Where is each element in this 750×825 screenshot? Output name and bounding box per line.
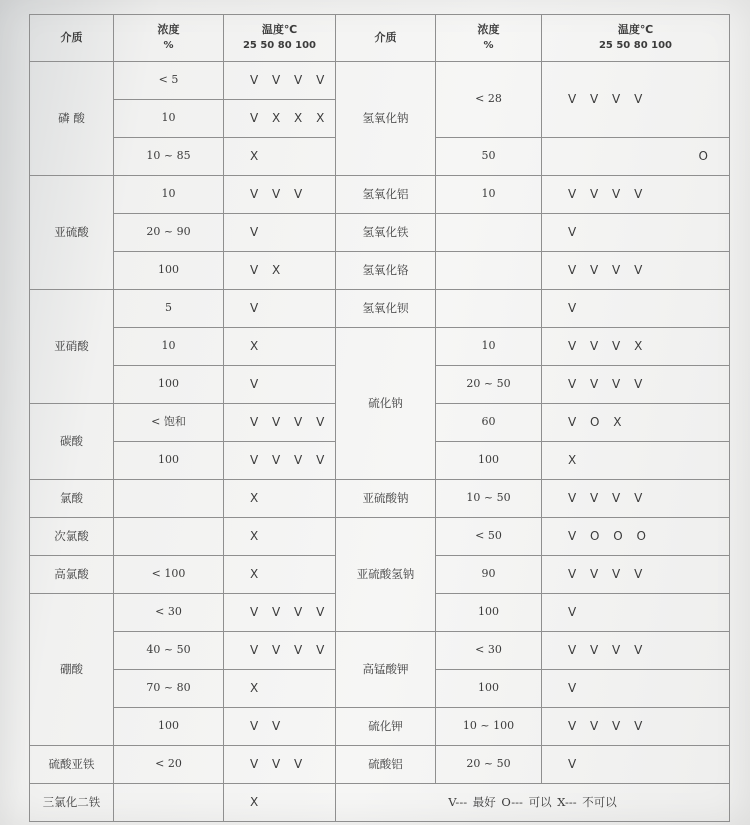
medium-cell: 高氯酸 xyxy=(30,556,114,594)
rating-cell: V xyxy=(224,214,336,252)
rating-cell: V V xyxy=(224,708,336,746)
rating-cell: V V V V xyxy=(542,366,730,404)
concentration-cell: < 30 xyxy=(114,594,224,632)
rating-cell: X xyxy=(224,480,336,518)
medium-cell: 磷 酸 xyxy=(30,62,114,176)
medium-cell: 硫酸铝 xyxy=(336,746,436,784)
header-medium: 介质 xyxy=(336,15,436,62)
concentration-cell: < 28 xyxy=(436,62,542,138)
header-temperature: 温度℃ 25 50 80 100 xyxy=(224,15,336,62)
rating-cell: X xyxy=(224,138,336,176)
concentration-cell xyxy=(436,290,542,328)
rating-cell: V V V V xyxy=(224,632,336,670)
rating-cell: V V V V xyxy=(224,594,336,632)
rating-cell: V V V V xyxy=(542,252,730,290)
concentration-cell: 10 xyxy=(436,176,542,214)
legend-cell: V--- 最好 O--- 可以 X--- 不可以 xyxy=(336,784,730,822)
concentration-cell: < 50 xyxy=(436,518,542,556)
header-concentration: 浓度 % xyxy=(114,15,224,62)
table-row xyxy=(30,480,730,518)
concentration-cell: < 30 xyxy=(436,632,542,670)
medium-cell: 亚硫酸 xyxy=(30,176,114,290)
concentration-cell xyxy=(114,518,224,556)
concentration-cell: 70 ~ 80 xyxy=(114,670,224,708)
medium-cell: 高锰酸钾 xyxy=(336,632,436,708)
concentration-cell: 20 ~ 90 xyxy=(114,214,224,252)
rating-cell: V xyxy=(224,366,336,404)
medium-cell: 氢氧化钠 xyxy=(336,62,436,176)
header-temperature: 温度℃ 25 50 80 100 xyxy=(542,15,730,62)
table-row xyxy=(30,252,730,290)
rating-cell: V xyxy=(542,746,730,784)
concentration-cell: 100 xyxy=(114,708,224,746)
rating-cell: V V V V xyxy=(542,176,730,214)
concentration-cell: 10 xyxy=(114,328,224,366)
rating-cell: V xyxy=(542,670,730,708)
table-row xyxy=(30,328,730,366)
header-row xyxy=(30,15,730,62)
table-row xyxy=(30,746,730,784)
header-concentration: 浓度 % xyxy=(436,15,542,62)
medium-cell: 氢氧化铝 xyxy=(336,176,436,214)
rating-cell: X xyxy=(542,442,730,480)
rating-cell: V V V V xyxy=(224,404,336,442)
rating-cell: X xyxy=(224,518,336,556)
rating-cell: V xyxy=(542,214,730,252)
table-row xyxy=(30,784,730,822)
rating-cell: X xyxy=(224,556,336,594)
concentration-cell: 5 xyxy=(114,290,224,328)
medium-cell: 亚硫酸钠 xyxy=(336,480,436,518)
table-row xyxy=(30,708,730,746)
rating-cell: V V V V xyxy=(542,480,730,518)
rating-cell: V O O O xyxy=(542,518,730,556)
rating-cell: V V V V xyxy=(542,708,730,746)
concentration-cell: 90 xyxy=(436,556,542,594)
concentration-cell: 100 xyxy=(114,366,224,404)
medium-cell: 硫化钾 xyxy=(336,708,436,746)
concentration-cell: 100 xyxy=(436,670,542,708)
rating-cell: V V V xyxy=(224,746,336,784)
rating-cell: X xyxy=(224,784,336,822)
medium-cell: 次氯酸 xyxy=(30,518,114,556)
concentration-cell: < 5 xyxy=(114,62,224,100)
table-row xyxy=(30,176,730,214)
medium-cell: 氢氧化铬 xyxy=(336,252,436,290)
medium-cell: 硫化钠 xyxy=(336,328,436,480)
medium-cell: 亚硫酸氢钠 xyxy=(336,518,436,632)
rating-cell: V xyxy=(542,594,730,632)
concentration-cell: 100 xyxy=(436,442,542,480)
rating-cell: V O X xyxy=(542,404,730,442)
rating-cell: V V V V xyxy=(542,632,730,670)
table-row xyxy=(30,632,730,670)
concentration-cell: 10 ~ 50 xyxy=(436,480,542,518)
rating-cell: V xyxy=(542,290,730,328)
rating-cell: V X X X xyxy=(224,100,336,138)
concentration-cell: < 20 xyxy=(114,746,224,784)
concentration-cell: 100 xyxy=(114,252,224,290)
concentration-cell: 20 ~ 50 xyxy=(436,366,542,404)
rating-cell: V X xyxy=(224,252,336,290)
rating-cell: X xyxy=(224,328,336,366)
concentration-cell: < 饱和 xyxy=(114,404,224,442)
table-row xyxy=(30,518,730,556)
concentration-cell xyxy=(436,252,542,290)
medium-cell: 氢氧化钡 xyxy=(336,290,436,328)
rating-cell: O xyxy=(542,138,730,176)
table-row xyxy=(30,290,730,328)
medium-cell: 氢氧化铁 xyxy=(336,214,436,252)
rating-cell: V V V X xyxy=(542,328,730,366)
rating-cell: V V V V xyxy=(542,62,730,138)
concentration-cell: 10 xyxy=(114,176,224,214)
concentration-cell: 100 xyxy=(114,442,224,480)
concentration-cell: 10 ~ 85 xyxy=(114,138,224,176)
rating-cell: V xyxy=(224,290,336,328)
medium-cell: 氯酸 xyxy=(30,480,114,518)
rating-cell: V V V V xyxy=(224,442,336,480)
concentration-cell: 100 xyxy=(436,594,542,632)
concentration-cell: 10 xyxy=(114,100,224,138)
medium-cell: 碳酸 xyxy=(30,404,114,480)
concentration-cell xyxy=(436,214,542,252)
table-row xyxy=(30,62,730,100)
rating-cell: V V V V xyxy=(224,62,336,100)
medium-cell: 亚硝酸 xyxy=(30,290,114,404)
concentration-cell: 50 xyxy=(436,138,542,176)
header-medium: 介质 xyxy=(30,15,114,62)
concentration-cell xyxy=(114,784,224,822)
concentration-cell xyxy=(114,480,224,518)
chemical-compatibility-table xyxy=(29,14,730,822)
concentration-cell: 10 ~ 100 xyxy=(436,708,542,746)
medium-cell: 硼酸 xyxy=(30,594,114,746)
medium-cell: 三氯化二铁 xyxy=(30,784,114,822)
rating-cell: V V V xyxy=(224,176,336,214)
rating-cell: X xyxy=(224,670,336,708)
concentration-cell: < 100 xyxy=(114,556,224,594)
medium-cell: 硫酸亚铁 xyxy=(30,746,114,784)
rating-cell: V V V V xyxy=(542,556,730,594)
table-row xyxy=(30,214,730,252)
concentration-cell: 60 xyxy=(436,404,542,442)
concentration-cell: 10 xyxy=(436,328,542,366)
concentration-cell: 20 ~ 50 xyxy=(436,746,542,784)
concentration-cell: 40 ~ 50 xyxy=(114,632,224,670)
